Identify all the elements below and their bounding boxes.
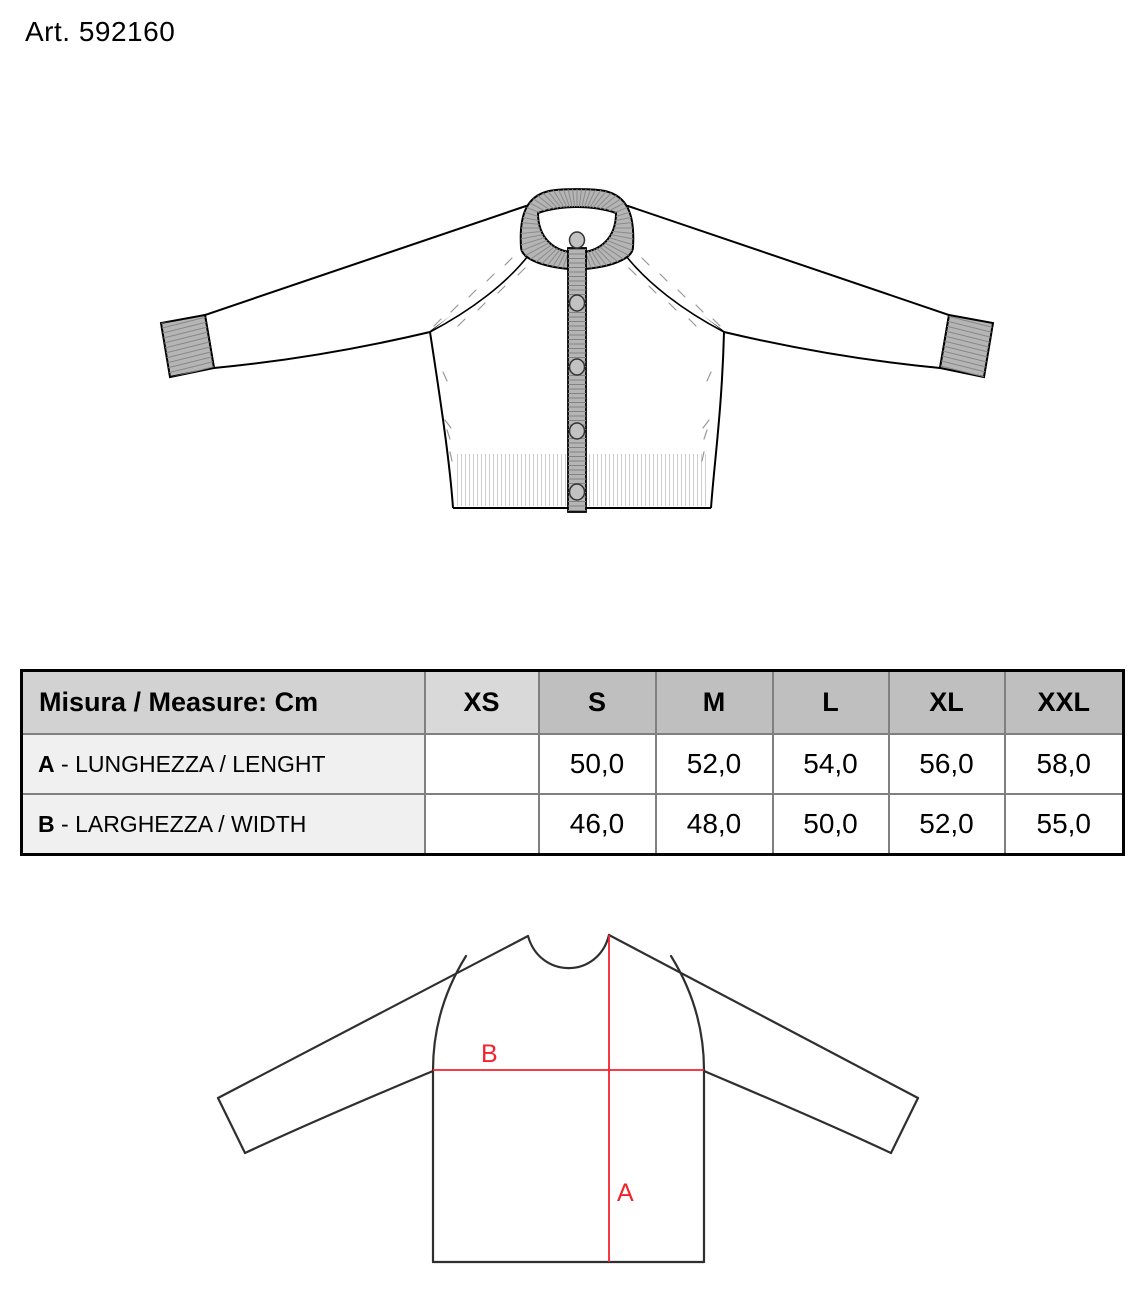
- length-xxl: 58,0: [1005, 734, 1124, 794]
- width-l: 50,0: [773, 794, 889, 855]
- length-m: 52,0: [656, 734, 773, 794]
- size-header-xs: XS: [425, 671, 539, 735]
- table-row-width: [22, 794, 1124, 855]
- length-xs: [425, 734, 539, 794]
- cardigan-flat-drawing: [161, 154, 993, 512]
- measure-unit-header: Misura / Measure: Cm: [22, 671, 425, 735]
- width-xl: 52,0: [889, 794, 1005, 855]
- cardigan-placket: [568, 248, 586, 512]
- measure-label-B: B: [481, 1040, 498, 1068]
- size-header-xl: XL: [889, 671, 1005, 735]
- width-xxl: 55,0: [1005, 794, 1124, 855]
- cardigan-left-cuff: [161, 315, 214, 377]
- size-header-m: M: [656, 671, 773, 735]
- size-header-s: S: [539, 671, 656, 735]
- size-header-l: L: [773, 671, 889, 735]
- cardigan-right-cuff: [940, 315, 993, 377]
- length-s: 50,0: [539, 734, 656, 794]
- article-number: Art. 592160: [25, 16, 176, 47]
- sweater-outline: [218, 935, 918, 1262]
- length-l: 54,0: [773, 734, 889, 794]
- size-header-xxl: XXL: [1005, 671, 1124, 735]
- neckline: [528, 935, 609, 968]
- size-table: [20, 669, 1125, 856]
- row-label-width: B - LARGHEZZA / WIDTH: [22, 794, 425, 855]
- size-table-header-row: [22, 671, 1124, 735]
- measure-label-A: A: [617, 1179, 634, 1207]
- table-row-length: [22, 734, 1124, 794]
- measurement-diagram: [218, 935, 918, 1262]
- row-label-length: A - LUNGHEZZA / LENGHT: [22, 734, 425, 794]
- width-xs: [425, 794, 539, 855]
- width-m: 48,0: [656, 794, 773, 855]
- width-s: 46,0: [539, 794, 656, 855]
- length-xl: 56,0: [889, 734, 1005, 794]
